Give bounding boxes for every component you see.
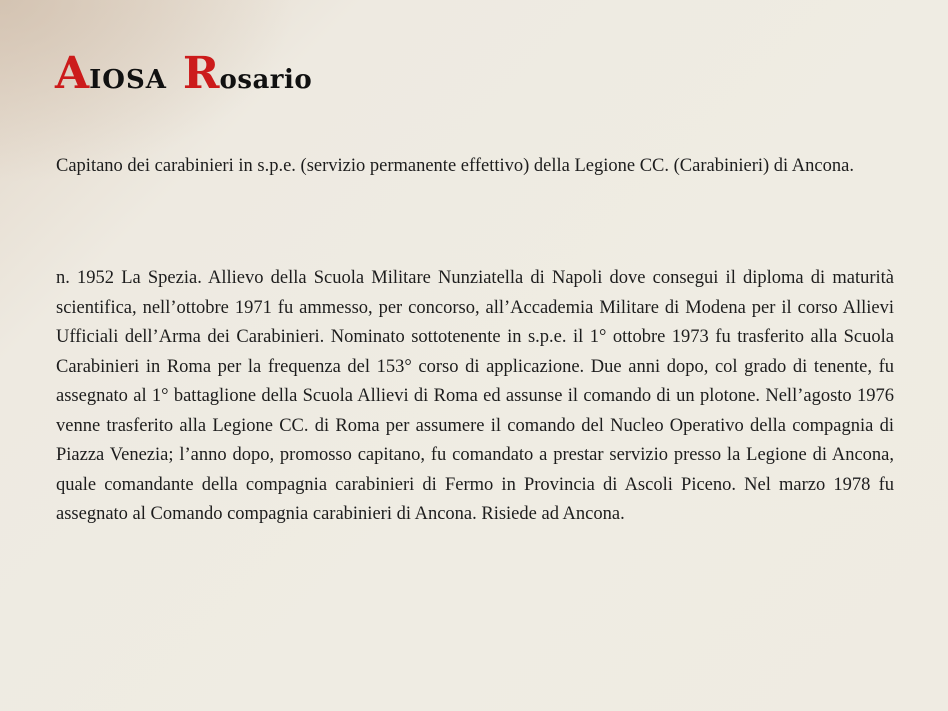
biography-paragraph: n. 1952 La Spezia. Allievo della Scuola Militare Nunziatella di Napoli dove consegui il diploma di maturità scientifica, nell’ottobre 1971 fu ammesso, per concorso, all’Accademia Militare di Modena per il corso Allievi Ufficiali dell’Arma dei Carabinieri. Nominato sottotenente in s.p.e. il 1° ottobre 1973 fu trasferito alla Scuola Carabinieri in Roma per la frequenza del 153° corso di applicazione. Due anni dopo, col grado di tenente, fu assegnato al 1° battaglione della Scuola Allievi di Roma ed assunse il comando di un plotone. Nell’agosto 1976 venne trasferito alla Legione CC. di Roma per assumere il comando del Nucleo Operativo della compagnia di Piazza Venezia; l’anno dopo, promosso capitano, fu comandato a prestar servizio presso la Legione di Ancona, quale comandante della compagnia carabinieri di Fermo in Provincia di Ascoli Piceno. Nel marzo 1978 fu assegnato al Comando compagnia carabinieri di Ancona. Risiede ad Ancona. bbox=[56, 268, 894, 524]
slide-title bbox=[55, 48, 313, 99]
title-surname-initial: A bbox=[55, 48, 90, 99]
role-paragraph: Capitano dei carabinieri in s.p.e. (servizio permanente effettivo) della Legione CC. (Carabinieri) di Ancona. bbox=[56, 156, 854, 176]
title-name-initial: R bbox=[182, 48, 220, 99]
title-name-rest: osario bbox=[219, 65, 313, 95]
title-surname-rest: IOSA bbox=[89, 65, 167, 95]
